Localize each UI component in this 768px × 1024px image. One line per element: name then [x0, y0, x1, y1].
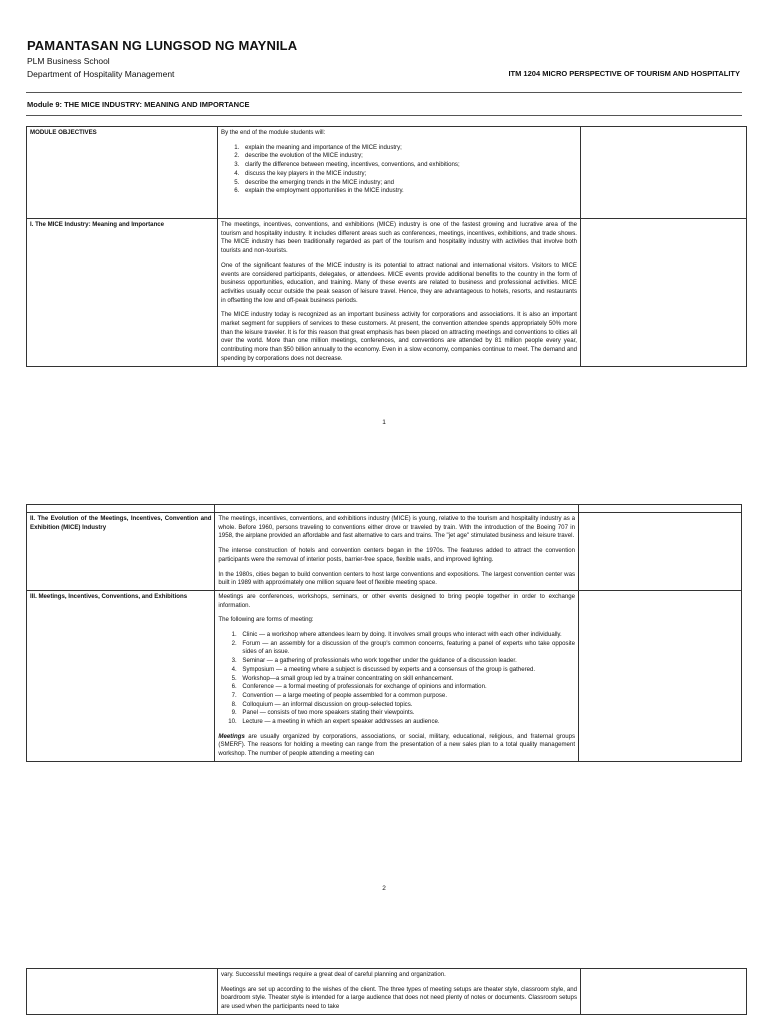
module-title: Module 9: THE MICE INDUSTRY: MEANING AND IMPORTANCE [27, 100, 250, 109]
section-2-notes [579, 513, 742, 591]
section-2-label: II. The Evolution of the Meetings, Incentives, Convention and Exhibition (MICE) Industry [27, 513, 215, 591]
section-3-content [215, 590, 579, 761]
section-1-paragraph: The MICE industry today is recognized as an important business activity for corporations and associations. It is also an important market segment for suppliers of services to these customers. At present, the convention attendee spends appropriately 50% more than the leisure traveler. It is for this reason that great emphasis has been placed on attracting meetings and conventions to cities all over the world. More than one million meetings, conferences, and conventions are attended by 81 million people every year, contributing more than $50 billion annually to the economy. Even in a slow economy, companies continue to meet. The demand and spending by corporations does not decrease. [221, 311, 578, 362]
section-3-closing [218, 733, 575, 759]
course-title: ITM 1204 MICRO PERSPECTIVE OF TOURISM AND HOSPITALITY [508, 69, 740, 78]
continued-paragraph: vary. Successful meetings require a great deal of careful planning and organization. [221, 971, 446, 978]
list-item: 2. Forum — an assembly for a discussion of the group's common concerns, featuring a panel of experts who take opposite sides of an issue. [238, 640, 575, 657]
objectives-notes [581, 127, 747, 219]
section-2-paragraph: In the 1980s, cities began to build convention centers to host large conventions and expositions. The largest convention center was built in 1989 with approximately one million square feet of flexible meeting space. [218, 570, 576, 587]
list-item: 9. Panel — consists of two more speakers stating their viewpoints. [238, 709, 575, 718]
continued-paragraph: Meetings are set up according to the wishes of the client. The three types of meeting setups are theater style, classroom style, and boardroom style. Theater style is intended for a large audience that does not need plenty of notes or documents. Classroom setups are used when the participants need to take [221, 985, 577, 1011]
section-3-intro: Meetings are conferences, workshops, seminars, or other events designed to bring people together in order to exchange information. [218, 592, 576, 609]
department-name: Department of Hospitality Management [27, 69, 175, 79]
university-name: PAMANTASAN NG LUNGSOD NG MAYNILA [27, 38, 298, 53]
page-1-table [26, 126, 747, 367]
objectives-list [221, 144, 577, 196]
objectives-row [27, 127, 747, 219]
section-2-row [27, 513, 742, 591]
section-3-closing-text: are usually organized by corporations, associations, or social, military, educational, religious, and fraternal groups (SMERF). The reasons for holding a meeting can range from the presentation of a new sales plan to a total quality management workshop. The number of people attending a meeting can [218, 732, 576, 758]
list-item: 3. Seminar — a gathering of professionals who work together under the guidance of a discussion leader. [238, 657, 575, 666]
continuation-row [27, 969, 747, 1015]
page-2-table [26, 504, 742, 762]
continuation-row [27, 505, 742, 513]
section-1-row [27, 219, 747, 367]
meeting-forms-list [218, 631, 575, 727]
section-1-label: I. The MICE Industry: Meaning and Importance [27, 219, 218, 367]
section-3-continued [218, 969, 581, 1015]
page-number: 1 [382, 419, 386, 426]
objectives-intro: By the end of the module students will: [221, 129, 326, 136]
list-item: 1. explain the meaning and importance of the MICE industry; [241, 144, 577, 153]
section-2-paragraph: The meetings, incentives, conventions, and exhibitions industry (MICE) is young, relative to the tourism and hospitality industry as a whole. Before 1960, persons traveling to conventions either drove or traveled by train. With the introduction of the Boeing 707 in 1958, the airplane provided an affordable and fast alternative to cars and trains. The "jet age" stimulated business and leisure travel. [218, 515, 576, 540]
section-3-notes [579, 590, 742, 761]
page-3-table [26, 968, 747, 1015]
objectives-cell [218, 127, 581, 219]
page-number: 2 [382, 885, 386, 892]
section-1-paragraph: The meetings, incentives, conventions, and exhibitions (MICE) industry is one of the fastest growing and lucrative area of the tourism and hospitality industry. It includes different areas such as conferences, meetings, incentives, exhibitions, and trade shows. The MICE industry has been traditionally regarded as part of the tourism and hospitality industry with activities that involve both tourists and non-tourists. [221, 221, 577, 255]
list-item: 1. Clinic — a workshop where attendees learn by doing. It involves small groups who interact with each other individually. [238, 631, 575, 640]
section-1-paragraph: One of the significant features of the MICE industry is its potential to attract national and international visitors. Visitors to MICE events are considered participants, delegates, or attendees. MICE events provide additional benefits to the country in the form of business opportunities, education, and training. Many of these events are related to business and professional activities. MICE activities usually occur outside the peak season of leisure travel. Hence, they are advantageous to hotels, resorts, and restaurants in offsetting the low and off-peak business periods. [221, 261, 577, 304]
list-item: 4. Symposium — a meeting where a subject is discussed by experts and a consensus of the group is gathered. [238, 666, 575, 675]
list-item: 7. Convention — a large meeting of people assembled for a common purpose. [238, 692, 575, 701]
list-item: 3. clarify the difference between meeting, incentives, conventions, and exhibitions; [241, 161, 577, 170]
list-item: 2. describe the evolution of the MICE industry; [241, 152, 577, 161]
list-item: 5. Workshop—a small group led by a trainer concentrating on skill enhancement. [238, 675, 575, 684]
list-item: 5. describe the emerging trends in the MICE industry; and [241, 179, 577, 188]
section-2-content [215, 513, 579, 591]
module-divider [26, 115, 742, 116]
header-divider [26, 92, 742, 93]
list-item: 8. Colloquium — an informal discussion on group-selected topics. [238, 701, 575, 710]
section-2-paragraph: The intense construction of hotels and convention centers began in the 1970s. The features added to attract the convention participants were the removal of interior posts, barrier-free space, flexible walls, and improved lighting. [218, 547, 576, 563]
section-1-content [218, 219, 581, 367]
list-item: 4. discuss the key players in the MICE industry; [241, 170, 577, 179]
section-1-notes [581, 219, 747, 367]
list-item: 6. explain the employment opportunities in the MICE industry. [241, 187, 577, 196]
page-1 [0, 0, 768, 440]
school-name: PLM Business School [27, 56, 110, 66]
list-item: 6. Conference — a formal meeting of professionals for exchange of opinions and information. [238, 683, 575, 692]
list-item: 10. Lecture — a meeting in which an expert speaker addresses an audience. [238, 718, 575, 727]
section-3-forms-intro: The following are forms of meeting: [218, 616, 314, 624]
section-3-label: III. Meetings, Incentives, Conventions, and Exhibitions [27, 590, 215, 761]
meetings-lead-term: Meetings [218, 732, 245, 740]
objectives-label: MODULE OBJECTIVES [27, 127, 218, 219]
section-3-row [27, 590, 742, 761]
